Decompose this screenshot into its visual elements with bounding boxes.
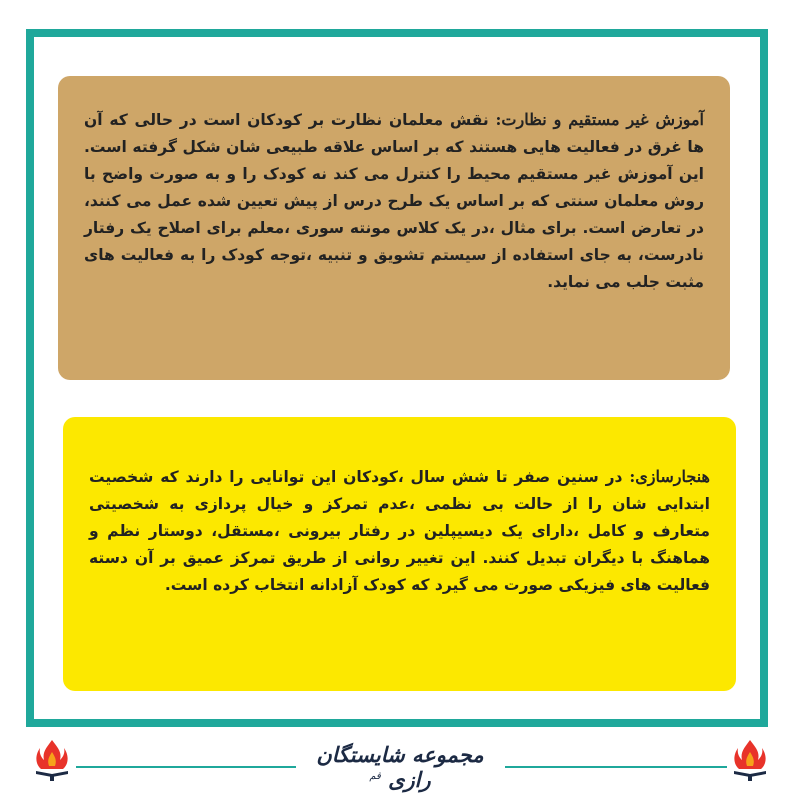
footer-divider-left	[76, 766, 296, 768]
card-text: نقش معلمان نظارت بر کودکان است در حالی که آن ها غرق در فعالیت هایی هستند که بر اساس علاقه طبیعی شان شکل گرفته است. این آموزش غیر مستقیم محیط را کنترل می کند نه کودک را و به صورت واضح با روش معلمان سنتی که بر اساس یک طرح درس از پیش تعیین شده عمل می کنند، در تعارض است. برای مثال ،در یک کلاس مونته سوری ،معلم برای اصلاح یک رفتار نادرست، به جای استفاده از سیستم تشویق و تنبیه ،توجه کودک را به فعالیت های مثبت جلب می نماید.	[84, 111, 704, 291]
card-title: آموزش غیر مستقیم و نظارت:	[495, 110, 704, 129]
brand-title	[300, 742, 500, 792]
card-normalization	[63, 417, 736, 691]
card-title: هنجارسازی:	[629, 467, 710, 486]
footer	[0, 730, 800, 790]
footer-divider-right	[505, 766, 727, 768]
flame-book-logo-icon	[730, 738, 770, 782]
brand-subtitle: قم	[369, 771, 381, 782]
flame-book-logo-icon	[32, 738, 72, 782]
card-text: در سنین صفر تا شش سال ،کودکان این توانایی را دارند که شخصیت ابتدایی شان را از حالت بی نظمی ،عدم تمرکز و خیال پردازی به شخصیتی متعارف و کامل ،دارای یک دیسیپلین در رفتار بیرونی ،مستقل، دوستار نظم و هماهنگ با دیگران تبدیل کنند. این تغییر روانی از طریق تمرکز عمیق بر آن دسته فعالیت های فیزیکی صورت می گیرد که کودک آزادانه انتخاب کرده است.	[89, 468, 710, 594]
brand-name: مجموعه شایستگان رازی	[316, 742, 484, 792]
card-indirect-teaching	[58, 76, 730, 380]
